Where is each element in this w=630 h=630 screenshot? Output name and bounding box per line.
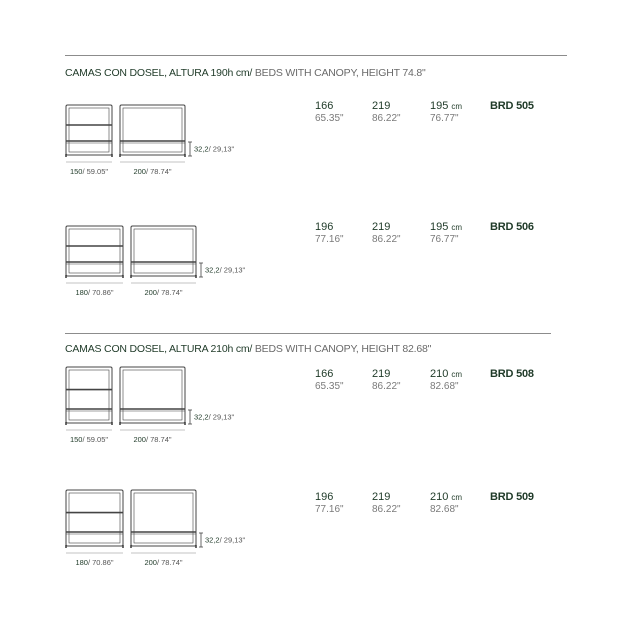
clearance-marker: [188, 142, 192, 156]
section-heading-es: CAMAS CON DOSEL, ALTURA 210h cm/: [65, 343, 253, 355]
length-inch-value: 86.22": [372, 234, 401, 245]
width-cm-number: 166: [315, 368, 334, 380]
model-code: BRD 505: [490, 100, 534, 112]
height-cm-value: [430, 100, 462, 112]
height-unit: cm: [451, 370, 463, 379]
side-dimension: 200/ 78.74": [133, 167, 172, 176]
side-dimension: 200/ 78.74": [144, 288, 183, 297]
height-cm-number: 210: [430, 491, 449, 503]
clearance-marker: [199, 263, 203, 277]
height-inch-value: 82.68": [430, 504, 459, 515]
length-cm-value: [372, 221, 390, 233]
front-dimension: 180/ 70.86": [75, 288, 114, 297]
bed-side-view: [131, 490, 196, 548]
width-inch-value: 77.16": [315, 234, 344, 245]
height-inch-value: 76.77": [430, 234, 459, 245]
length-cm-value: [372, 100, 390, 112]
height-cm-number: 195: [430, 100, 449, 112]
model-code: BRD 508: [490, 368, 534, 380]
height-cm-number: 210: [430, 368, 449, 380]
bed-front-view: [66, 367, 112, 425]
bed-side-view: [131, 226, 196, 278]
bed-side-view: [120, 105, 185, 157]
bed-front-view: [66, 490, 123, 548]
width-cm-number: 166: [315, 100, 334, 112]
width-cm-value: [315, 491, 333, 503]
model-code: BRD 509: [490, 491, 534, 503]
section-heading: [65, 343, 431, 355]
front-dimension: 150/ 59.05": [69, 435, 109, 444]
section-divider: [65, 333, 551, 334]
width-cm-number: 196: [315, 491, 334, 503]
length-inch-value: 86.22": [372, 113, 401, 124]
width-cm-value: [315, 221, 333, 233]
side-dimension: 200/ 78.74": [133, 435, 172, 444]
section-heading: [65, 67, 426, 79]
side-dimension: 200/ 78.74": [144, 558, 183, 567]
height-inch-value: 82.68": [430, 381, 459, 392]
length-cm-value: [372, 368, 390, 380]
height-cm-value: [430, 221, 462, 233]
clearance-dimension: 32,2/ 29,13": [194, 144, 235, 154]
height-inch-value: 76.77": [430, 113, 459, 124]
bed-elevation-drawing: [65, 366, 265, 452]
section-heading-es: CAMAS CON DOSEL, ALTURA 190h cm/: [65, 67, 253, 79]
width-inch-value: 65.35": [315, 113, 344, 124]
section-heading-en: BEDS WITH CANOPY, HEIGHT 74.8": [252, 67, 426, 79]
bed-elevation-drawing: [65, 225, 265, 305]
model-code: BRD 506: [490, 221, 534, 233]
clearance-dimension: 32,2/ 29,13": [205, 265, 246, 275]
clearance-dimension: 32,2/ 29,13": [194, 412, 235, 422]
height-cm-value: [430, 491, 462, 503]
width-cm-value: [315, 100, 333, 112]
length-inch-value: 86.22": [372, 381, 401, 392]
front-dimension: 180/ 70.86": [75, 558, 114, 567]
length-cm-value: [372, 491, 390, 503]
bed-side-view: [120, 367, 185, 425]
height-unit: cm: [451, 223, 463, 232]
width-inch-value: 65.35": [315, 381, 344, 392]
width-cm-value: [315, 368, 333, 380]
bed-elevation-drawing: [65, 104, 265, 184]
height-unit: cm: [451, 102, 463, 111]
width-cm-number: 196: [315, 221, 334, 233]
length-cm-number: 219: [372, 491, 391, 503]
width-inch-value: 77.16": [315, 504, 344, 515]
section-divider: [65, 55, 567, 56]
length-cm-number: 219: [372, 221, 391, 233]
clearance-marker: [199, 533, 203, 547]
length-inch-value: 86.22": [372, 504, 401, 515]
clearance-dimension: 32,2/ 29,13": [205, 535, 246, 545]
length-cm-number: 219: [372, 100, 391, 112]
height-unit: cm: [451, 493, 463, 502]
height-cm-value: [430, 368, 462, 380]
front-dimension: 150/ 59.05": [69, 167, 109, 176]
bed-elevation-drawing: [65, 489, 265, 575]
clearance-marker: [188, 410, 192, 424]
height-cm-number: 195: [430, 221, 449, 233]
bed-front-view: [66, 226, 123, 278]
length-cm-number: 219: [372, 368, 391, 380]
section-heading-en: BEDS WITH CANOPY, HEIGHT 82.68": [252, 343, 432, 355]
bed-front-view: [66, 105, 112, 157]
